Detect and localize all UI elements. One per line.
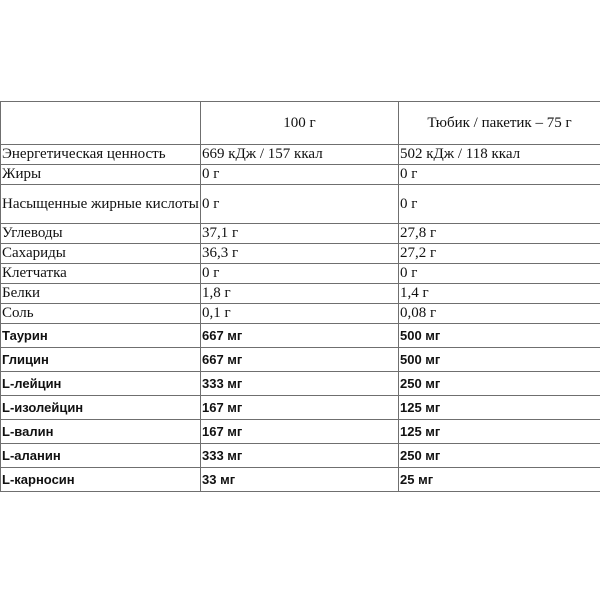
nutrient-label: Жиры <box>1 165 201 185</box>
table-row <box>1 348 600 372</box>
value-per-tube: 502 кДж / 118 ккал <box>399 145 600 165</box>
table-row <box>1 444 600 468</box>
value-per-tube: 1,4 г <box>399 284 600 304</box>
value-per-100g: 167 мг <box>201 420 399 444</box>
value-per-tube: 500 мг <box>399 324 600 348</box>
nutrient-label: Таурин <box>1 324 201 348</box>
value-per-tube: 25 мг <box>399 468 600 492</box>
value-per-100g: 0,1 г <box>201 304 399 324</box>
value-per-100g: 669 кДж / 157 ккал <box>201 145 399 165</box>
table-row <box>1 468 600 492</box>
header-per-100g: 100 г <box>201 102 399 145</box>
nutrient-label: Соль <box>1 304 201 324</box>
table-row <box>1 264 600 284</box>
table-row <box>1 185 600 224</box>
nutrient-label: Белки <box>1 284 201 304</box>
value-per-100g: 333 мг <box>201 444 399 468</box>
nutrient-label: Сахариды <box>1 244 201 264</box>
value-per-tube: 125 мг <box>399 420 600 444</box>
nutrient-label: L-карносин <box>1 468 201 492</box>
table-row <box>1 244 600 264</box>
nutrient-label: L-аланин <box>1 444 201 468</box>
value-per-100g: 33 мг <box>201 468 399 492</box>
value-per-100g: 36,3 г <box>201 244 399 264</box>
table-row <box>1 165 600 185</box>
value-per-100g: 37,1 г <box>201 224 399 244</box>
value-per-100g: 1,8 г <box>201 284 399 304</box>
value-per-tube: 250 мг <box>399 372 600 396</box>
value-per-tube: 0 г <box>399 185 600 224</box>
value-per-tube: 0,08 г <box>399 304 600 324</box>
table-row <box>1 145 600 165</box>
nutrient-label: Углеводы <box>1 224 201 244</box>
value-per-tube: 125 мг <box>399 396 600 420</box>
value-per-100g: 0 г <box>201 264 399 284</box>
value-per-tube: 27,8 г <box>399 224 600 244</box>
value-per-tube: 250 мг <box>399 444 600 468</box>
value-per-tube: 500 мг <box>399 348 600 372</box>
table-header-row <box>1 102 600 145</box>
value-per-100g: 0 г <box>201 185 399 224</box>
table-row <box>1 372 600 396</box>
nutrient-label: Глицин <box>1 348 201 372</box>
value-per-100g: 667 мг <box>201 348 399 372</box>
value-per-tube: 27,2 г <box>399 244 600 264</box>
nutrient-label: Энергетическая ценность <box>1 145 201 165</box>
value-per-100g: 667 мг <box>201 324 399 348</box>
value-per-tube: 0 г <box>399 165 600 185</box>
nutrient-label: L-валин <box>1 420 201 444</box>
table-row <box>1 284 600 304</box>
header-blank-cell <box>1 102 201 145</box>
nutrition-table <box>0 101 600 492</box>
value-per-100g: 167 мг <box>201 396 399 420</box>
nutrient-label: L-изолейцин <box>1 396 201 420</box>
table-row <box>1 224 600 244</box>
nutrient-label: Насыщенные жирные кислоты <box>1 185 201 224</box>
table-row <box>1 420 600 444</box>
nutrient-label: L-лейцин <box>1 372 201 396</box>
value-per-100g: 0 г <box>201 165 399 185</box>
header-per-tube: Тюбик / пакетик – 75 г <box>399 102 600 145</box>
table-row <box>1 396 600 420</box>
nutrient-label: Клетчатка <box>1 264 201 284</box>
value-per-tube: 0 г <box>399 264 600 284</box>
table-row <box>1 304 600 324</box>
table-row <box>1 324 600 348</box>
value-per-100g: 333 мг <box>201 372 399 396</box>
